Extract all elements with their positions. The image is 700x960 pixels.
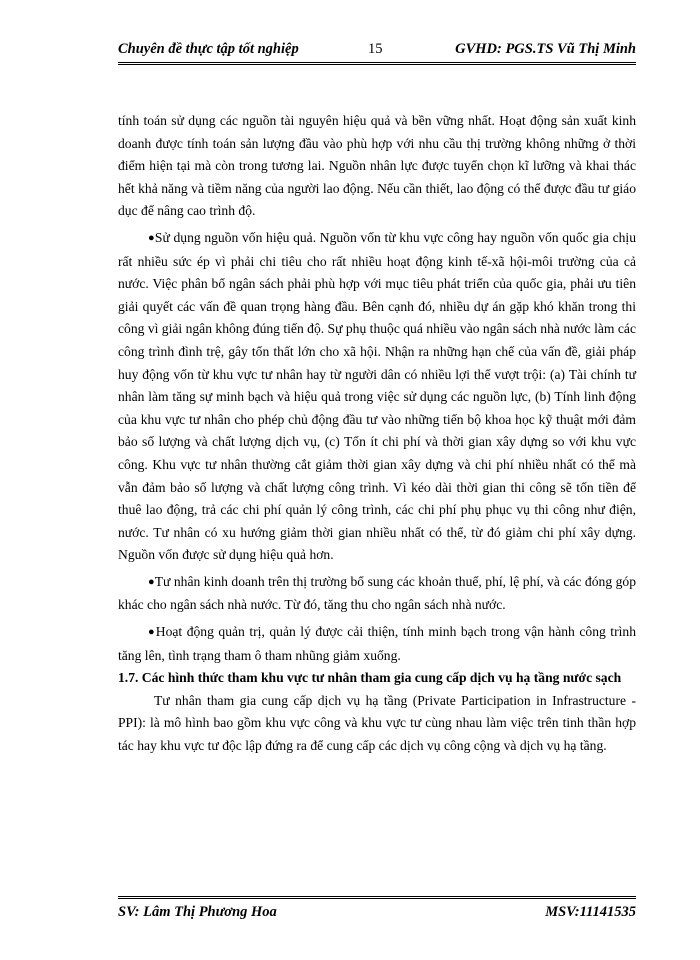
- paragraph-continuation: tính toán sử dụng các nguồn tài nguyên hiệu quả và bền vững nhất. Hoạt động sản xuất kinh doanh được tính toán sản lượng đầu vào phù hợp với nhu cầu thị trường không những ở thời điểm hiện tại mà còn trong tương lai. Nguồn nhân lực được tuyển chọn kĩ lưỡng và khai thác hết khả năng và tiềm năng của người lao động. Nếu cần thiết, lao động có thể được đầu tư giáo dục để nâng cao trình độ.: [118, 113, 636, 219]
- student-name: SV: Lâm Thị Phương Hoa: [118, 904, 277, 920]
- page-content: [118, 110, 636, 758]
- advisor-name: GVHD: PGS.TS Vũ Thị Minh: [455, 41, 636, 57]
- page-header: [118, 40, 636, 65]
- bullet-capital-efficiency: [118, 227, 636, 567]
- paragraph-ppi: Tư nhân tham gia cung cấp dịch vụ hạ tầng (Private Participation in Infrastructure - PPI): là mô hình bao gồm khu vực công và khu vực tư cùng nhau làm việc trên tinh thần hợp tác hay khu vực tư độc lập đứng ra để cung cấp các dịch vụ công cộng và dịch vụ hạ tầng.: [118, 692, 636, 754]
- bullet-icon: ●: [148, 231, 155, 244]
- student-id: MSV:11141535: [545, 904, 636, 920]
- section-heading: 1.7. Các hình thức tham khu vực tư nhân tham gia cung cấp dịch vụ hạ tầng nước sạch: [118, 670, 622, 686]
- bullet-governance: [118, 621, 636, 667]
- bullet-tax-revenue: [118, 571, 636, 617]
- bullet-icon: ●: [148, 575, 155, 588]
- bullet-text: Hoạt động quản trị, quản lý được cải thiện, tính minh bạch trong vận hành công trình tăng lên, tình trạng tham ô tham nhũng giảm xuống.: [118, 624, 636, 663]
- thesis-title: Chuyên đề thực tập tốt nghiệp: [118, 41, 299, 57]
- bullet-text: Tư nhân kinh doanh trên thị trường bổ sung các khoản thuế, phí, lệ phí, và các đóng góp khác cho ngân sách nhà nước. Từ đó, tăng thu cho ngân sách nhà nước.: [118, 573, 636, 613]
- bullet-icon: ●: [148, 626, 156, 639]
- page-footer: [118, 896, 636, 923]
- bullet-text: Sử dụng nguồn vốn hiệu quả. Nguồn vốn từ khu vực công hay nguồn vốn quốc gia chịu rất nhiều sức ép vì phải chi tiêu cho rất nhiều hoạt động kinh tế-xã hội-môi trường của cả nước. Việc phân bổ ngân sách phải phù hợp với mục tiêu phát triển của quốc gia, phải ưu tiên giải quyết các vấn đề quan trọng hàng đầu. Bên cạnh đó, nhiều dự án gặp khó khăn trong thi công vì giải ngân không đúng tiến độ. Sự phụ thuộc quá nhiều vào ngân sách nhà nước làm các công trình đình trệ, gây tổn thất lớn cho xã hội. Nhận ra những hạn chế của vấn đề, giải pháp huy động vốn từ khu vực tư nhân hay từ người dân có nhiều lợi thế vượt trội: (a) Tài chính tư nhân làm tăng sự minh bạch và hiệu quả trong việc sử dụng các nguồn lực, (b) Tính linh động của khu vực tư nhân cho phép chủ động đầu tư vào những tiến bộ khoa học kỹ thuật mới đảm bảo số lượng và chất lượng dịch vụ, (c) Tốn ít chi phí và thời gian xây dựng so với khu vực công. Khu vực tư nhân thường cắt giảm thời gian xây dựng và chi phí nhiều nhất có thể mà vẫn đảm bảo số lượng và chất lượng công trình. Vì kéo dài thời gian thi công sẽ tốn tiền để thuê lao động, trả các chi phí quản lý công trình, các chi phí phụ phục vụ thi công như điện, nước. Tư nhân có xu hướng giảm thời gian nhiều nhất có thể, từ đó giảm chi phí xây dựng. Nguồn vốn được sử dụng hiệu quả hơn.: [118, 229, 636, 563]
- page-number: 15: [368, 41, 383, 57]
